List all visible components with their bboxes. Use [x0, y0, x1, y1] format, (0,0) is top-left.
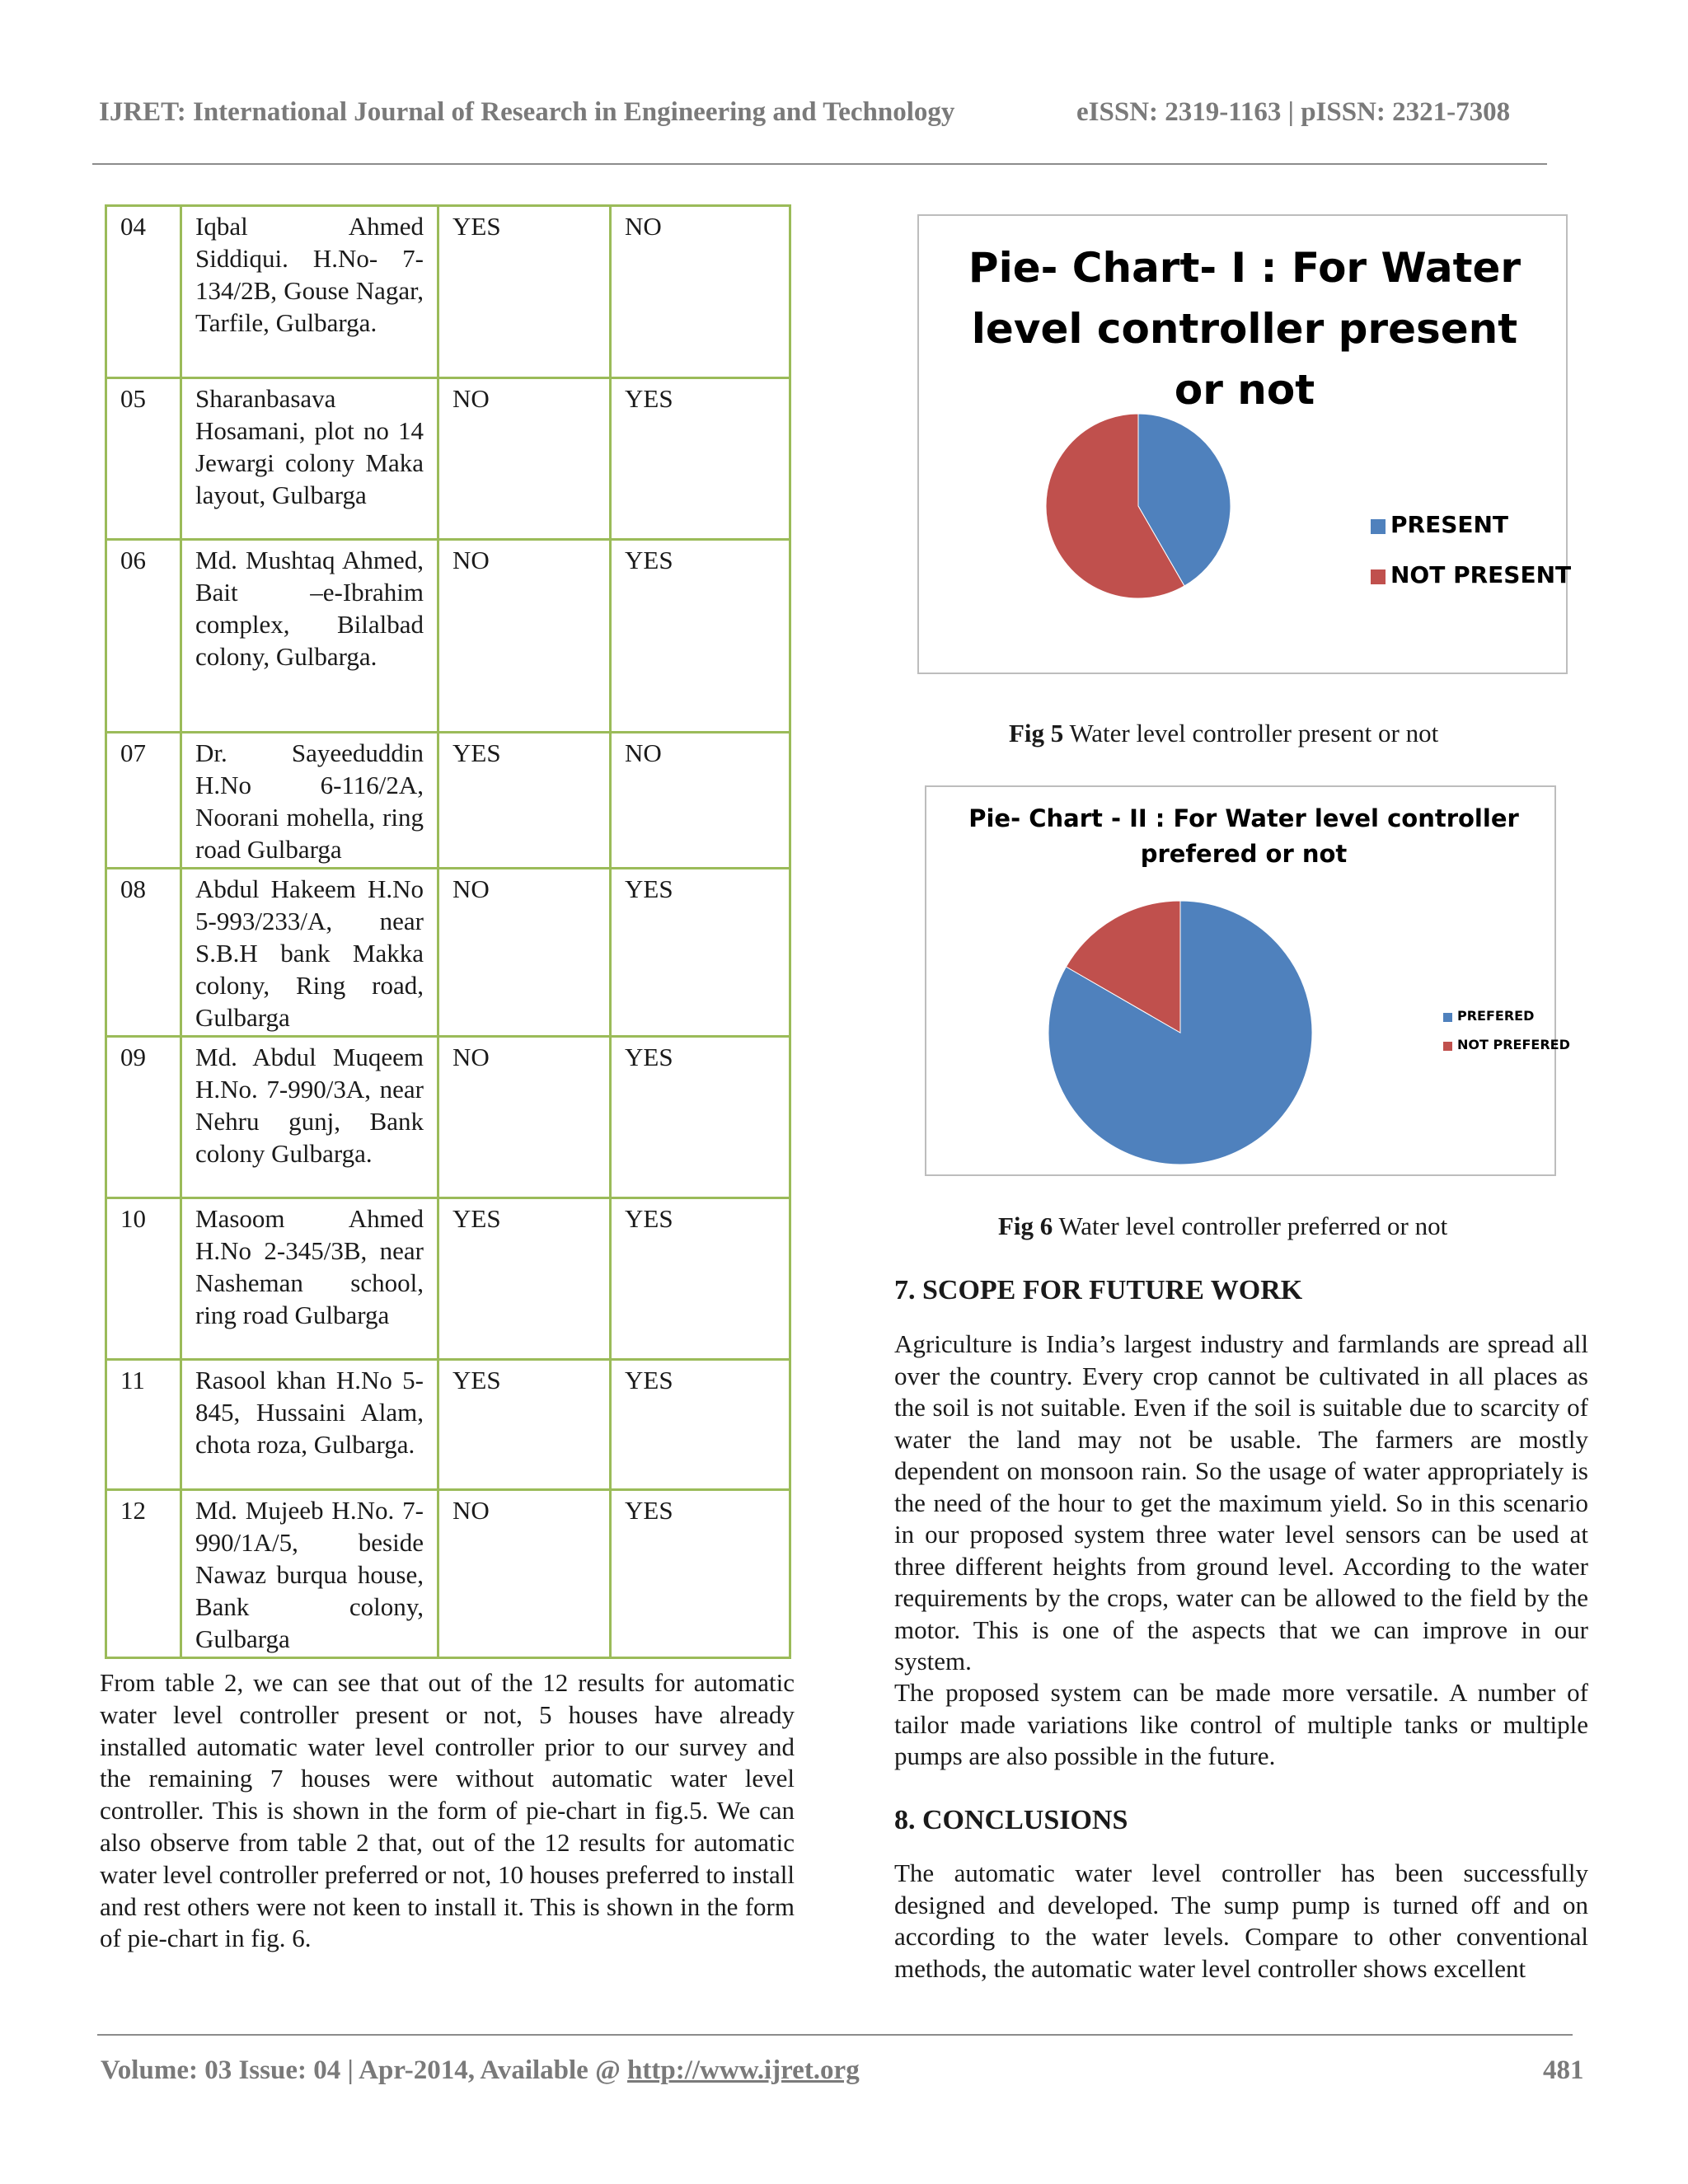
row-controller-preferred: NO: [611, 733, 790, 869]
row-address: Iqbal Ahmed Siddiqui. H.No- 7-134/2B, Gouse Nagar, Tarfile, Gulbarga.: [181, 206, 438, 378]
table-row: [106, 1198, 790, 1360]
row-controller-preferred: YES: [611, 1037, 790, 1198]
row-address: Dr. Sayeeduddin H.No 6-116/2A, Noorani mohella, ring road Gulbarga: [181, 733, 438, 869]
legend-swatch: [1371, 569, 1386, 584]
running-header: [99, 97, 1550, 128]
row-controller-preferred: YES: [611, 869, 790, 1037]
row-address: Masoom Ahmed H.No 2-345/3B, near Nasheman school, ring road Gulbarga: [181, 1198, 438, 1360]
row-controller-preferred: YES: [611, 1490, 790, 1658]
footer: [101, 2055, 1584, 2086]
legend-swatch: [1443, 1042, 1452, 1051]
fig5-label: Fig 5: [1009, 719, 1064, 748]
table-row: [106, 1490, 790, 1658]
chart-title-line: level controller present: [971, 305, 1518, 353]
section7-paragraph-2: The proposed system can be made more versatile. A number of tailor made variations like control of multiple tanks or multiple pumps are also possible in the future.: [894, 1678, 1588, 1770]
table-row: [106, 206, 790, 378]
section8-heading: 8. CONCLUSIONS: [894, 1805, 1128, 1835]
legend-label: NOT PREFERED: [1457, 1037, 1570, 1052]
row-address: Md. Mushtaq Ahmed, Bait –e-Ibrahim complex, Bilalbad colony, Gulbarga.: [181, 540, 438, 733]
row-controller-present: YES: [438, 206, 611, 378]
table-row: [106, 1037, 790, 1198]
page-number: 481: [1543, 2055, 1584, 2085]
footer-rule: [97, 2034, 1573, 2036]
legend-label: PREFERED: [1457, 1008, 1535, 1024]
footer-volume: Volume: 03 Issue: 04 | Apr-2014, Available @: [101, 2055, 628, 2085]
row-controller-present: NO: [438, 869, 611, 1037]
pie-chart-2-svg: [926, 787, 1570, 1178]
legend-swatch: [1443, 1013, 1452, 1022]
row-number: 09: [106, 1037, 181, 1198]
section7-heading: 7. SCOPE FOR FUTURE WORK: [894, 1275, 1303, 1305]
pie-chart-1: [917, 214, 1572, 674]
issn: eISSN: 2319-1163 | pISSN: 2321-7308: [1076, 97, 1511, 127]
fig6-caption: [998, 1212, 1447, 1241]
legend-swatch: [1371, 519, 1386, 534]
row-controller-preferred: NO: [611, 206, 790, 378]
fig5-caption: [1009, 719, 1438, 748]
footer-url-link[interactable]: http://www.ijret.org: [627, 2055, 860, 2085]
fig6-label: Fig 6: [998, 1212, 1053, 1240]
row-number: 05: [106, 378, 181, 540]
table-row: [106, 733, 790, 869]
section7-paragraph-1: Agriculture is India’s largest industry and farmlands are spread all over the country. Every crop cannot be cultivated in all places as the soil is not suitable. Even if the soil is suitable due to scarcity of water the land may not be usable. The farmers are mostly dependent on monsoon rain. So the usage of water appropriately is the need of the hour to get the maximum yield. So in this scenario in our proposed system three water level sensors can be used at three different heights from ground level. According to the water requirements by the crops, water can be allowed to the field by the motor. This is one of the aspects that we can improve in our system.: [894, 1329, 1588, 1675]
row-address: Sharanbasava Hosamani, plot no 14 Jewargi colony Maka layout, Gulbarga: [181, 378, 438, 540]
header-rule: [92, 163, 1547, 165]
table-row: [106, 378, 790, 540]
row-number: 10: [106, 1198, 181, 1360]
fig5-text: Water level controller present or not: [1063, 719, 1439, 748]
legend-label: PRESENT: [1390, 511, 1509, 538]
row-controller-preferred: YES: [611, 378, 790, 540]
row-address: Md. Mujeeb H.No. 7-990/1A/5, beside Nawaz burqua house, Bank colony, Gulbarga: [181, 1490, 438, 1658]
row-controller-preferred: YES: [611, 1360, 790, 1490]
row-controller-present: YES: [438, 1360, 611, 1490]
chart-title-line: Pie- Chart- I : For Water: [968, 244, 1522, 292]
fig6-text: Water level controller preferred or not: [1053, 1212, 1448, 1240]
row-address: Abdul Hakeem H.No 5-993/233/A, near S.B.H bank Makka colony, Ring road, Gulbarga: [181, 869, 438, 1037]
row-number: 11: [106, 1360, 181, 1490]
journal-title: IJRET: International Journal of Research in Engineering and Technology: [99, 97, 955, 127]
row-controller-present: YES: [438, 1198, 611, 1360]
row-controller-present: NO: [438, 1037, 611, 1198]
row-controller-present: NO: [438, 1490, 611, 1658]
row-controller-present: YES: [438, 733, 611, 869]
row-number: 04: [106, 206, 181, 378]
row-controller-preferred: YES: [611, 1198, 790, 1360]
chart-title-line: or not: [1174, 366, 1315, 414]
row-number: 06: [106, 540, 181, 733]
table-row: [106, 1360, 790, 1490]
legend-label: NOT PRESENT: [1390, 561, 1572, 588]
chart-title-line: Pie- Chart - II : For Water level controller: [968, 804, 1519, 832]
survey-table: [105, 204, 791, 1659]
section8-paragraph: The automatic water level controller has been successfully designed and developed. The sump pump is turned off and on according to the water levels. Compare to other conventional methods, the automatic water level controller shows excellent: [894, 1858, 1588, 1983]
row-controller-preferred: YES: [611, 540, 790, 733]
row-controller-present: NO: [438, 378, 611, 540]
row-controller-present: NO: [438, 540, 611, 733]
table-summary-paragraph: From table 2, we can see that out of the 12 results for automatic water level controller present or not, 5 houses have already installed automatic water level controller prior to our survey and the remaining 7 houses were without automatic water level controller. This is shown in the form of pie-chart in fig.5. We can also observe from table 2 that, out of the 12 results for automatic water level controller preferred or not, 10 houses preferred to install and rest others were not keen to install it. This is shown in the form of pie-chart in fig. 6.: [100, 1668, 795, 1953]
pie-chart-1-svg: [919, 216, 1572, 676]
chart-title-line: prefered or not: [1140, 840, 1348, 868]
table-row: [106, 540, 790, 733]
pie-chart-2: [925, 785, 1570, 1176]
row-number: 07: [106, 733, 181, 869]
table-row: [106, 869, 790, 1037]
row-number: 12: [106, 1490, 181, 1658]
row-address: Rasool khan H.No 5-845, Hussaini Alam, chota roza, Gulbarga.: [181, 1360, 438, 1490]
row-number: 08: [106, 869, 181, 1037]
row-address: Md. Abdul Muqeem H.No. 7-990/3A, near Nehru gunj, Bank colony Gulbarga.: [181, 1037, 438, 1198]
